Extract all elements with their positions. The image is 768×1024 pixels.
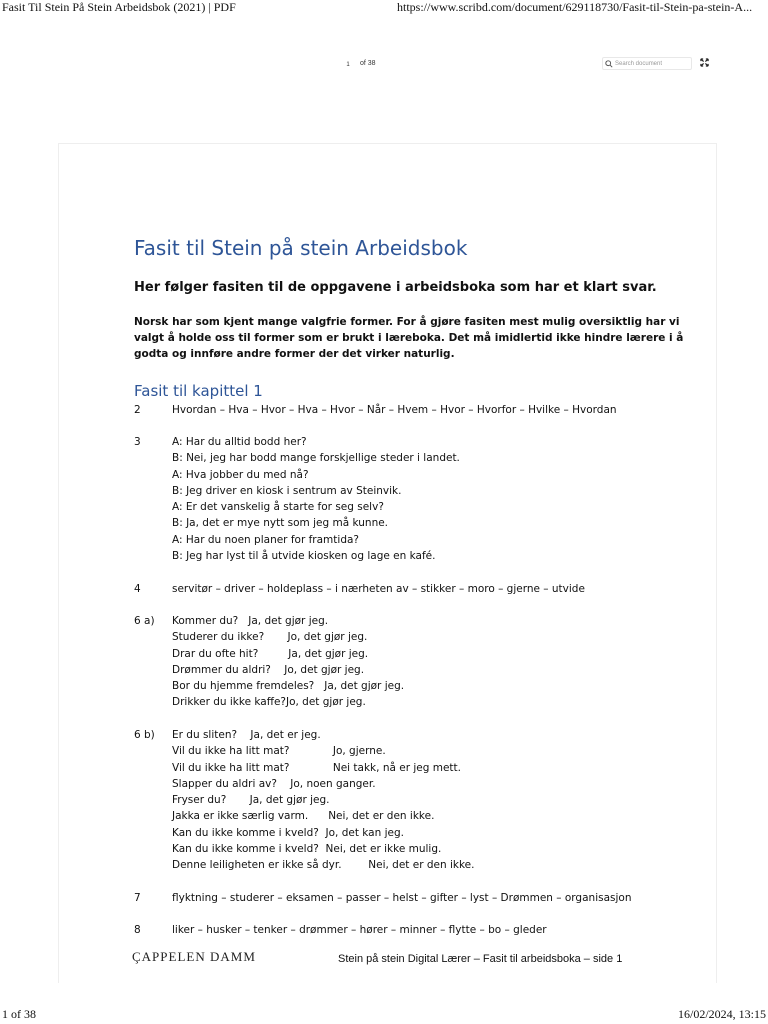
search-document-input[interactable]	[602, 57, 692, 70]
page-total-label: of 38	[360, 60, 376, 67]
answer-line: servitør – driver – holdeplass – i nærheten av – stikker – moro – gjerne – utvide	[172, 583, 585, 595]
answer-line: Hvordan – Hva – Hvor – Hva – Hvor – Når – Hvem – Hvor – Hvorfor – Hvilke – Hvordan	[172, 404, 617, 416]
answer-line: Jakka er ikke særlig varm. Nei, det er den ikke.	[172, 810, 435, 823]
answer-line: Er du sliten? Ja, det er jeg.	[172, 729, 321, 741]
exercise-number: 6 b)	[134, 729, 155, 741]
page-number-input[interactable]: 1	[342, 59, 354, 71]
answer-line: A: Har du alltid bodd her?	[172, 436, 307, 448]
exercise-answer	[172, 613, 404, 711]
chapter-heading: Fasit til kapittel 1	[134, 382, 263, 400]
print-header-url: https://www.scribd.com/document/629118730/Fasit-til-Stein-pa-stein-A...	[397, 0, 753, 14]
exercise-answer	[172, 890, 631, 906]
answer-line: Drømmer du aldri? Jo, det gjør jeg.	[172, 663, 365, 676]
document-title: Fasit til Stein på stein Arbeidsbok	[134, 236, 468, 260]
answer-line: A: Hva jobber du med nå?	[172, 468, 309, 481]
answer-line: B: Jeg driver en kiosk i sentrum av Steinvik.	[172, 484, 402, 497]
exercise-number: 6 a)	[134, 615, 155, 627]
exercise-answer	[172, 727, 474, 874]
intro-line: Norsk har som kjent mange valgfrie former. For å gjøre fasiten mest mulig oversiktlig har vi	[134, 316, 680, 328]
answer-line: Drikker du ikke kaffe?Jo, det gjør jeg.	[172, 696, 366, 709]
answer-line: Kan du ikke komme i kveld? Jo, det kan jeg.	[172, 826, 404, 839]
answer-line: Fryser du? Ja, det gjør jeg.	[172, 794, 330, 807]
exercise-number: 7	[134, 892, 141, 904]
document-intro	[134, 314, 684, 362]
answer-line: A: Har du noen planer for framtida?	[172, 533, 359, 546]
exercise-answer	[172, 922, 547, 938]
intro-line: valgt å holde oss til former som er brukt i læreboka. Det må imidlertid ikke hindre lærere i å	[134, 332, 684, 344]
publisher-logo: ÇAPPELEN DAMM	[132, 949, 256, 964]
exercise-answer	[172, 402, 617, 418]
exercise-number: 4	[134, 583, 141, 595]
answer-line: Studerer du ikke? Jo, det gjør jeg.	[172, 631, 368, 644]
exercise-number: 8	[134, 924, 141, 936]
answer-line: Drar du ofte hit? Ja, det gjør jeg.	[172, 647, 369, 660]
page-footer-text: Stein på stein Digital Lærer – Fasit til arbeidsboka – side 1	[338, 953, 623, 965]
answer-line: Kan du ikke komme i kveld? Nei, det er ikke mulig.	[172, 843, 442, 856]
answer-line: Bor du hjemme fremdeles? Ja, det gjør jeg.	[172, 680, 405, 693]
answer-line: B: Nei, jeg har bodd mange forskjellige steder i landet.	[172, 452, 460, 465]
answer-line: Slapper du aldri av? Jo, noen ganger.	[172, 777, 376, 790]
answer-line: Vil du ikke ha litt mat? Nei takk, nå er jeg mett.	[172, 761, 461, 774]
answer-line: Vil du ikke ha litt mat? Jo, gjerne.	[172, 745, 386, 758]
print-footer-datetime: 16/02/2024, 13:15	[677, 1007, 766, 1021]
exercise-answer	[172, 581, 585, 597]
answer-line: B: Ja, det er mye nytt som jeg må kunne.	[172, 517, 389, 530]
answer-line: flyktning – studerer – eksamen – passer – helst – gifter – lyst – Drømmen – organisasjon	[172, 892, 632, 904]
exercise-number: 3	[134, 436, 141, 448]
print-header-title: Fasit Til Stein På Stein Arbeidsbok (2021) | PDF	[2, 0, 236, 14]
search-icon	[605, 60, 613, 68]
exercise-answer	[172, 434, 460, 564]
answer-line: liker – husker – tenker – drømmer – hører – minner – flytte – bo – gleder	[172, 924, 547, 936]
answer-line: Kommer du? Ja, det gjør jeg.	[172, 615, 329, 627]
document-subtitle: Her følger fasiten til de oppgavene i arbeidsboka som har et klart svar.	[134, 280, 657, 295]
answer-line: B: Jeg har lyst til å utvide kiosken og lage en kafé.	[172, 550, 436, 563]
intro-line: godta og innføre andre former der det virker naturlig.	[134, 348, 455, 360]
fullscreen-icon[interactable]	[700, 58, 709, 67]
answer-line: A: Er det vanskelig å starte for seg selv?	[172, 501, 384, 514]
search-placeholder: Search document	[615, 61, 663, 67]
exercise-number: 2	[134, 404, 141, 416]
print-footer-page: 1 of 38	[2, 1007, 36, 1021]
answer-line: Denne leiligheten er ikke så dyr. Nei, det er den ikke.	[172, 859, 475, 872]
